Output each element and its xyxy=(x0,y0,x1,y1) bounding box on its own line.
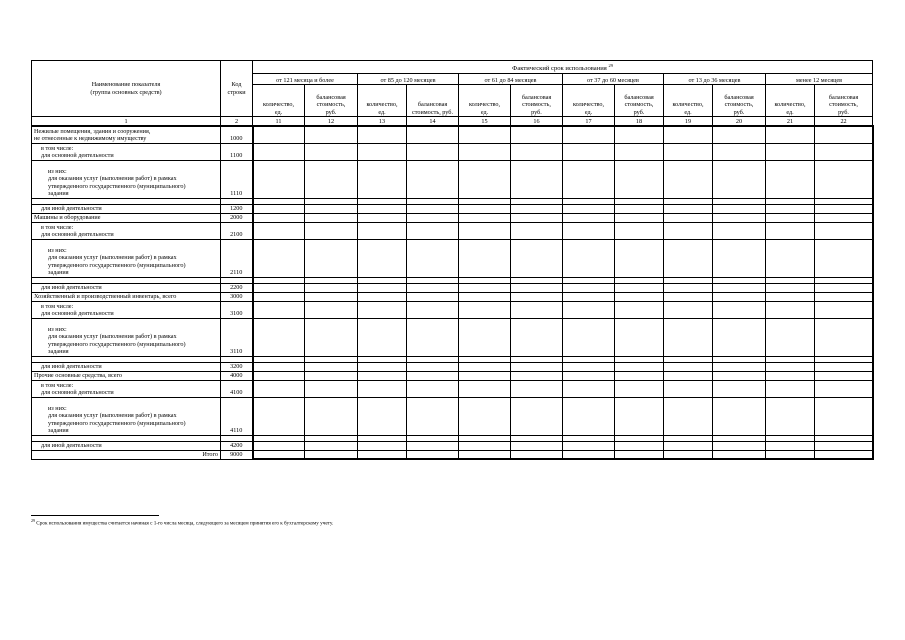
value-cell[interactable] xyxy=(253,380,305,397)
row-name: в том числе: для основной деятельности xyxy=(32,301,221,318)
footnote-separator xyxy=(31,515,159,516)
value-cell[interactable] xyxy=(407,397,459,435)
value-cell[interactable] xyxy=(459,222,511,239)
row-code: 2200 xyxy=(221,283,253,292)
period-title-text: Фактический срок использования xyxy=(512,65,607,73)
value-cell[interactable] xyxy=(305,283,358,292)
value-cell[interactable] xyxy=(713,213,766,222)
range-header: менее 12 месяцев xyxy=(766,74,873,85)
value-cell[interactable] xyxy=(511,380,563,397)
row-name: для иной деятельности xyxy=(32,283,221,292)
value-cell[interactable] xyxy=(305,318,358,356)
value-cell[interactable] xyxy=(664,213,713,222)
table-row xyxy=(32,283,873,292)
value-cell[interactable] xyxy=(511,160,563,198)
value-cell[interactable] xyxy=(358,213,407,222)
row-name: Прочие основные средства, всего xyxy=(32,371,221,380)
total-cell[interactable] xyxy=(766,450,815,459)
row-code: 1110 xyxy=(221,160,253,198)
value-cell[interactable] xyxy=(511,143,563,160)
value-cell[interactable] xyxy=(815,371,873,380)
value-cell[interactable] xyxy=(615,126,664,143)
value-cell[interactable] xyxy=(713,318,766,356)
table-row xyxy=(32,318,873,356)
value-cell[interactable] xyxy=(407,301,459,318)
row-name: из них: для оказания услуг (выполнения работ) в рамках утвержденного государственного (муниципального) задания xyxy=(32,239,221,277)
value-cell[interactable] xyxy=(407,222,459,239)
value-cell[interactable] xyxy=(563,239,615,277)
value-cell[interactable] xyxy=(511,283,563,292)
value-cell[interactable] xyxy=(459,301,511,318)
value-cell[interactable] xyxy=(815,292,873,301)
value-cell[interactable] xyxy=(815,239,873,277)
value-cell[interactable] xyxy=(511,222,563,239)
value-cell[interactable] xyxy=(253,239,305,277)
value-cell[interactable] xyxy=(407,318,459,356)
table-row xyxy=(32,441,873,450)
sub-header: балансовая стоимость, руб. xyxy=(815,85,873,117)
value-cell[interactable] xyxy=(815,362,873,371)
column-number: 16 xyxy=(511,117,563,127)
value-cell[interactable] xyxy=(358,362,407,371)
value-cell[interactable] xyxy=(459,213,511,222)
value-cell[interactable] xyxy=(459,397,511,435)
value-cell[interactable] xyxy=(407,380,459,397)
row-code: 4110 xyxy=(221,397,253,435)
total-cell[interactable] xyxy=(615,450,664,459)
column-number: 12 xyxy=(305,117,358,127)
value-cell[interactable] xyxy=(815,318,873,356)
value-cell[interactable] xyxy=(305,239,358,277)
value-cell[interactable] xyxy=(615,441,664,450)
value-cell[interactable] xyxy=(766,239,815,277)
value-cell[interactable] xyxy=(766,397,815,435)
value-cell[interactable] xyxy=(615,204,664,213)
value-cell[interactable] xyxy=(305,292,358,301)
value-cell[interactable] xyxy=(511,213,563,222)
value-cell[interactable] xyxy=(358,301,407,318)
value-cell[interactable] xyxy=(511,292,563,301)
total-row xyxy=(32,450,873,459)
table-row xyxy=(32,292,873,301)
table-row xyxy=(32,301,873,318)
value-cell[interactable] xyxy=(407,283,459,292)
header-code: Код строки xyxy=(221,61,253,117)
value-cell[interactable] xyxy=(563,371,615,380)
column-number: 15 xyxy=(459,117,511,127)
value-cell[interactable] xyxy=(358,160,407,198)
row-name: из них: для оказания услуг (выполнения работ) в рамках утвержденного государственного (муниципального) задания xyxy=(32,318,221,356)
value-cell[interactable] xyxy=(664,204,713,213)
value-cell[interactable] xyxy=(713,143,766,160)
value-cell[interactable] xyxy=(713,160,766,198)
row-code: 2000 xyxy=(221,213,253,222)
value-cell[interactable] xyxy=(253,213,305,222)
table-row xyxy=(32,362,873,371)
value-cell[interactable] xyxy=(713,204,766,213)
value-cell[interactable] xyxy=(713,239,766,277)
value-cell[interactable] xyxy=(459,441,511,450)
value-cell[interactable] xyxy=(615,213,664,222)
column-number: 17 xyxy=(563,117,615,127)
column-number: 18 xyxy=(615,117,664,127)
value-cell[interactable] xyxy=(358,239,407,277)
table-row xyxy=(32,126,873,143)
value-cell[interactable] xyxy=(563,380,615,397)
value-cell[interactable] xyxy=(305,126,358,143)
value-cell[interactable] xyxy=(459,143,511,160)
value-cell[interactable] xyxy=(358,397,407,435)
row-code: 2100 xyxy=(221,222,253,239)
range-header: от 37 до 60 месяцев xyxy=(563,74,664,85)
row-code: 3100 xyxy=(221,301,253,318)
value-cell[interactable] xyxy=(766,292,815,301)
value-cell[interactable] xyxy=(358,204,407,213)
column-number: 14 xyxy=(407,117,459,127)
value-cell[interactable] xyxy=(459,204,511,213)
row-code: 1100 xyxy=(221,143,253,160)
value-cell[interactable] xyxy=(253,301,305,318)
row-name: в том числе: для основной деятельности xyxy=(32,380,221,397)
value-cell[interactable] xyxy=(511,397,563,435)
value-cell[interactable] xyxy=(766,371,815,380)
value-cell[interactable] xyxy=(766,283,815,292)
value-cell[interactable] xyxy=(615,397,664,435)
value-cell[interactable] xyxy=(407,213,459,222)
row-name: для иной деятельности xyxy=(32,204,221,213)
value-cell[interactable] xyxy=(815,397,873,435)
value-cell[interactable] xyxy=(459,371,511,380)
row-code: 4000 xyxy=(221,371,253,380)
value-cell[interactable] xyxy=(766,213,815,222)
sub-header: количество, ед. xyxy=(253,85,305,117)
table-row xyxy=(32,222,873,239)
value-cell[interactable] xyxy=(511,362,563,371)
value-cell[interactable] xyxy=(253,441,305,450)
value-cell[interactable] xyxy=(358,126,407,143)
value-cell[interactable] xyxy=(664,283,713,292)
value-cell[interactable] xyxy=(459,380,511,397)
value-cell[interactable] xyxy=(305,380,358,397)
total-cell[interactable] xyxy=(253,450,305,459)
value-cell[interactable] xyxy=(713,222,766,239)
table-row xyxy=(32,380,873,397)
footnote-text: Срок использования имущества считается начиная с 1-го числа месяца, следующего за месяцем принятия его к бухгалтерскому учету. xyxy=(36,520,334,527)
value-cell[interactable] xyxy=(563,213,615,222)
table-row xyxy=(32,397,873,435)
value-cell[interactable] xyxy=(766,143,815,160)
value-cell[interactable] xyxy=(253,283,305,292)
value-cell[interactable] xyxy=(615,292,664,301)
header-name: Наименование показателя (группа основных средств) xyxy=(32,61,221,117)
row-name: для иной деятельности xyxy=(32,362,221,371)
value-cell[interactable] xyxy=(815,143,873,160)
value-cell[interactable] xyxy=(305,222,358,239)
column-number: 22 xyxy=(815,117,873,127)
value-cell[interactable] xyxy=(511,301,563,318)
column-number: 19 xyxy=(664,117,713,127)
value-cell[interactable] xyxy=(664,380,713,397)
value-cell[interactable] xyxy=(407,126,459,143)
table-row xyxy=(32,213,873,222)
value-cell[interactable] xyxy=(407,204,459,213)
sub-header: количество, ед. xyxy=(766,85,815,117)
value-cell[interactable] xyxy=(815,380,873,397)
value-cell[interactable] xyxy=(511,441,563,450)
value-cell[interactable] xyxy=(664,301,713,318)
value-cell[interactable] xyxy=(253,126,305,143)
value-cell[interactable] xyxy=(664,397,713,435)
value-cell[interactable] xyxy=(815,204,873,213)
value-cell[interactable] xyxy=(253,362,305,371)
value-cell[interactable] xyxy=(713,441,766,450)
total-cell[interactable] xyxy=(358,450,407,459)
value-cell[interactable] xyxy=(815,213,873,222)
footnote xyxy=(31,518,333,527)
value-cell[interactable] xyxy=(664,362,713,371)
column-number: 11 xyxy=(253,117,305,127)
value-cell[interactable] xyxy=(305,204,358,213)
sub-header: балансовая стоимость, руб. xyxy=(713,85,766,117)
sub-header: балансовая стоимость, руб. xyxy=(615,85,664,117)
row-code: 2110 xyxy=(221,239,253,277)
value-cell[interactable] xyxy=(358,371,407,380)
total-code: 9000 xyxy=(221,450,253,459)
total-cell[interactable] xyxy=(563,450,615,459)
value-cell[interactable] xyxy=(253,292,305,301)
value-cell[interactable] xyxy=(815,126,873,143)
period-title-mark: 29 xyxy=(608,63,613,69)
value-cell[interactable] xyxy=(511,318,563,356)
value-cell[interactable] xyxy=(358,292,407,301)
value-cell[interactable] xyxy=(305,213,358,222)
value-cell[interactable] xyxy=(253,143,305,160)
value-cell[interactable] xyxy=(664,222,713,239)
value-cell[interactable] xyxy=(766,362,815,371)
column-number: 1 xyxy=(32,117,221,127)
value-cell[interactable] xyxy=(305,160,358,198)
value-cell[interactable] xyxy=(407,441,459,450)
table-row xyxy=(32,160,873,198)
row-name: Машины и оборудование xyxy=(32,213,221,222)
value-cell[interactable] xyxy=(713,301,766,318)
row-name: из них: для оказания услуг (выполнения работ) в рамках утвержденного государственного (муниципального) задания xyxy=(32,160,221,198)
value-cell[interactable] xyxy=(459,318,511,356)
range-header: от 61 до 84 месяцев xyxy=(459,74,563,85)
column-number: 13 xyxy=(358,117,407,127)
value-cell[interactable] xyxy=(664,318,713,356)
row-code: 4100 xyxy=(221,380,253,397)
column-number: 21 xyxy=(766,117,815,127)
value-cell[interactable] xyxy=(664,441,713,450)
value-cell[interactable] xyxy=(511,371,563,380)
row-name: для иной деятельности xyxy=(32,441,221,450)
header-period-title xyxy=(253,61,873,74)
row-code: 3110 xyxy=(221,318,253,356)
value-cell[interactable] xyxy=(664,292,713,301)
value-cell[interactable] xyxy=(305,441,358,450)
sub-header: количество, ед. xyxy=(459,85,511,117)
value-cell[interactable] xyxy=(664,371,713,380)
range-header: от 13 до 36 месяцев xyxy=(664,74,766,85)
value-cell[interactable] xyxy=(766,441,815,450)
value-cell[interactable] xyxy=(459,126,511,143)
fixed-assets-table xyxy=(31,60,874,460)
value-cell[interactable] xyxy=(459,239,511,277)
value-cell[interactable] xyxy=(615,283,664,292)
value-cell[interactable] xyxy=(615,222,664,239)
value-cell[interactable] xyxy=(563,143,615,160)
value-cell[interactable] xyxy=(664,239,713,277)
value-cell[interactable] xyxy=(563,292,615,301)
value-cell[interactable] xyxy=(766,160,815,198)
value-cell[interactable] xyxy=(815,160,873,198)
total-cell[interactable] xyxy=(815,450,873,459)
value-cell[interactable] xyxy=(511,204,563,213)
value-cell[interactable] xyxy=(664,143,713,160)
value-cell[interactable] xyxy=(407,371,459,380)
table-row xyxy=(32,239,873,277)
value-cell[interactable] xyxy=(407,292,459,301)
value-cell[interactable] xyxy=(407,362,459,371)
value-cell[interactable] xyxy=(358,143,407,160)
row-name: Нежилые помещения, здания и сооружения, не отнесенные к недвижимому имуществу xyxy=(32,126,221,143)
value-cell[interactable] xyxy=(253,222,305,239)
value-cell[interactable] xyxy=(459,160,511,198)
table-row xyxy=(32,204,873,213)
value-cell[interactable] xyxy=(459,283,511,292)
value-cell[interactable] xyxy=(253,204,305,213)
value-cell[interactable] xyxy=(713,292,766,301)
value-cell[interactable] xyxy=(713,380,766,397)
value-cell[interactable] xyxy=(766,222,815,239)
value-cell[interactable] xyxy=(563,301,615,318)
table-row xyxy=(32,143,873,160)
value-cell[interactable] xyxy=(615,239,664,277)
footnote-mark: 29 xyxy=(31,518,35,523)
value-cell[interactable] xyxy=(253,371,305,380)
value-cell[interactable] xyxy=(615,160,664,198)
row-name: Хозяйственный и производственный инвентарь, всего xyxy=(32,292,221,301)
sub-header: балансовая стоимость, руб. xyxy=(511,85,563,117)
value-cell[interactable] xyxy=(407,160,459,198)
value-cell[interactable] xyxy=(766,301,815,318)
row-code: 4200 xyxy=(221,441,253,450)
value-cell[interactable] xyxy=(615,318,664,356)
value-cell[interactable] xyxy=(253,397,305,435)
value-cell[interactable] xyxy=(664,126,713,143)
value-cell[interactable] xyxy=(713,126,766,143)
total-cell[interactable] xyxy=(305,450,358,459)
value-cell[interactable] xyxy=(766,204,815,213)
sub-header: количество, ед. xyxy=(664,85,713,117)
value-cell[interactable] xyxy=(563,441,615,450)
value-cell[interactable] xyxy=(815,301,873,318)
value-cell[interactable] xyxy=(563,160,615,198)
value-cell[interactable] xyxy=(713,397,766,435)
total-cell[interactable] xyxy=(459,450,511,459)
value-cell[interactable] xyxy=(713,283,766,292)
value-cell[interactable] xyxy=(615,362,664,371)
value-cell[interactable] xyxy=(305,301,358,318)
value-cell[interactable] xyxy=(253,318,305,356)
row-name: в том числе: для основной деятельности xyxy=(32,143,221,160)
column-number: 2 xyxy=(221,117,253,127)
column-number: 20 xyxy=(713,117,766,127)
value-cell[interactable] xyxy=(766,126,815,143)
value-cell[interactable] xyxy=(305,397,358,435)
value-cell[interactable] xyxy=(563,318,615,356)
value-cell[interactable] xyxy=(615,301,664,318)
value-cell[interactable] xyxy=(563,362,615,371)
row-code: 3200 xyxy=(221,362,253,371)
header-row-title xyxy=(32,61,873,74)
sub-header: балансовая стоимость, руб. xyxy=(407,85,459,117)
value-cell[interactable] xyxy=(766,318,815,356)
value-cell[interactable] xyxy=(563,204,615,213)
sub-header: количество, ед. xyxy=(563,85,615,117)
value-cell[interactable] xyxy=(305,371,358,380)
value-cell[interactable] xyxy=(358,380,407,397)
value-cell[interactable] xyxy=(713,362,766,371)
value-cell[interactable] xyxy=(253,160,305,198)
value-cell[interactable] xyxy=(358,283,407,292)
value-cell[interactable] xyxy=(563,283,615,292)
total-cell[interactable] xyxy=(664,450,713,459)
value-cell[interactable] xyxy=(815,283,873,292)
value-cell[interactable] xyxy=(664,160,713,198)
value-cell[interactable] xyxy=(407,239,459,277)
value-cell[interactable] xyxy=(563,126,615,143)
value-cell[interactable] xyxy=(815,222,873,239)
table-row xyxy=(32,371,873,380)
sub-header: балансовая стоимость, руб. xyxy=(305,85,358,117)
row-name: из них: для оказания услуг (выполнения работ) в рамках утвержденного государственного (муниципального) задания xyxy=(32,397,221,435)
value-cell[interactable] xyxy=(511,126,563,143)
value-cell[interactable] xyxy=(615,143,664,160)
value-cell[interactable] xyxy=(563,397,615,435)
value-cell[interactable] xyxy=(766,380,815,397)
total-label: Итого xyxy=(32,450,221,459)
row-code: 1000 xyxy=(221,126,253,143)
value-cell[interactable] xyxy=(615,371,664,380)
value-cell[interactable] xyxy=(305,143,358,160)
total-cell[interactable] xyxy=(511,450,563,459)
header-row-numbers xyxy=(32,117,873,127)
value-cell[interactable] xyxy=(305,362,358,371)
row-code: 1200 xyxy=(221,204,253,213)
value-cell[interactable] xyxy=(407,143,459,160)
row-name: в том числе: для основной деятельности xyxy=(32,222,221,239)
value-cell[interactable] xyxy=(615,380,664,397)
total-cell[interactable] xyxy=(407,450,459,459)
value-cell[interactable] xyxy=(459,362,511,371)
value-cell[interactable] xyxy=(713,371,766,380)
value-cell[interactable] xyxy=(358,441,407,450)
sub-header: количество, ед. xyxy=(358,85,407,117)
value-cell[interactable] xyxy=(358,318,407,356)
value-cell[interactable] xyxy=(358,222,407,239)
value-cell[interactable] xyxy=(815,441,873,450)
row-code: 3000 xyxy=(221,292,253,301)
total-cell[interactable] xyxy=(713,450,766,459)
range-header: от 121 месяца и более xyxy=(253,74,358,85)
value-cell[interactable] xyxy=(563,222,615,239)
range-header: от 85 до 120 месяцев xyxy=(358,74,459,85)
value-cell[interactable] xyxy=(459,292,511,301)
value-cell[interactable] xyxy=(511,239,563,277)
